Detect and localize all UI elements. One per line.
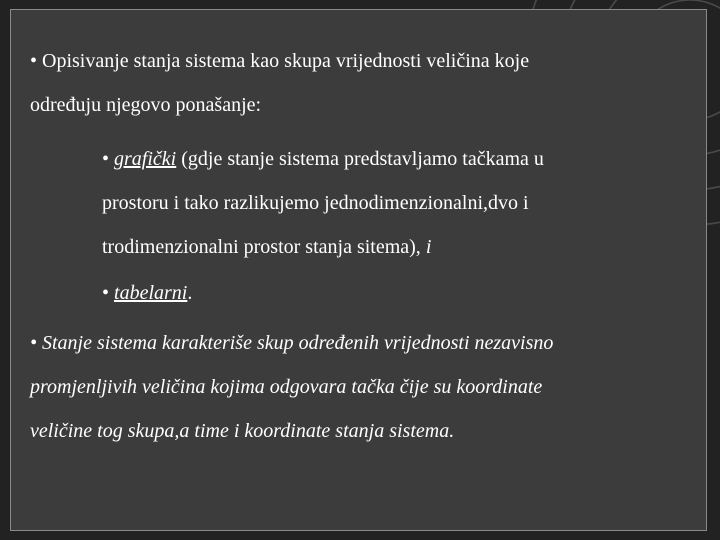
sub-bullet-1-line-1: • grafički (gdje stanje sistema predstavljamo tačkama u bbox=[102, 148, 544, 170]
sub-bullet-1-line-2: prostoru i tako razlikujemo jednodimenzionalni,dvo i bbox=[102, 192, 529, 214]
bullet-2-line-3: veličine tog skupa,a time i koordinate stanja sistema. bbox=[30, 420, 455, 442]
bullet-1-line-2: određuju njegovo ponašanje: bbox=[30, 94, 262, 116]
sub-bullet-2: • tabelarni. bbox=[102, 282, 193, 304]
term-graficki: grafički bbox=[114, 148, 177, 170]
bullet-2-line-2: promjenljivih veličina kojima odgovara tačka čije su koordinate bbox=[30, 376, 543, 398]
bullet-1-line-1: • Opisivanje stanja sistema kao skupa vrijednosti veličina koje bbox=[30, 50, 530, 72]
term-tabelarni: tabelarni bbox=[114, 282, 188, 304]
content-panel bbox=[10, 9, 707, 531]
sub-bullet-1-line-3: trodimenzionalni prostor stanja sitema), i bbox=[102, 236, 432, 258]
bullet-2-line-1: • Stanje sistema karakteriše skup određenih vrijednosti nezavisno bbox=[30, 332, 554, 354]
